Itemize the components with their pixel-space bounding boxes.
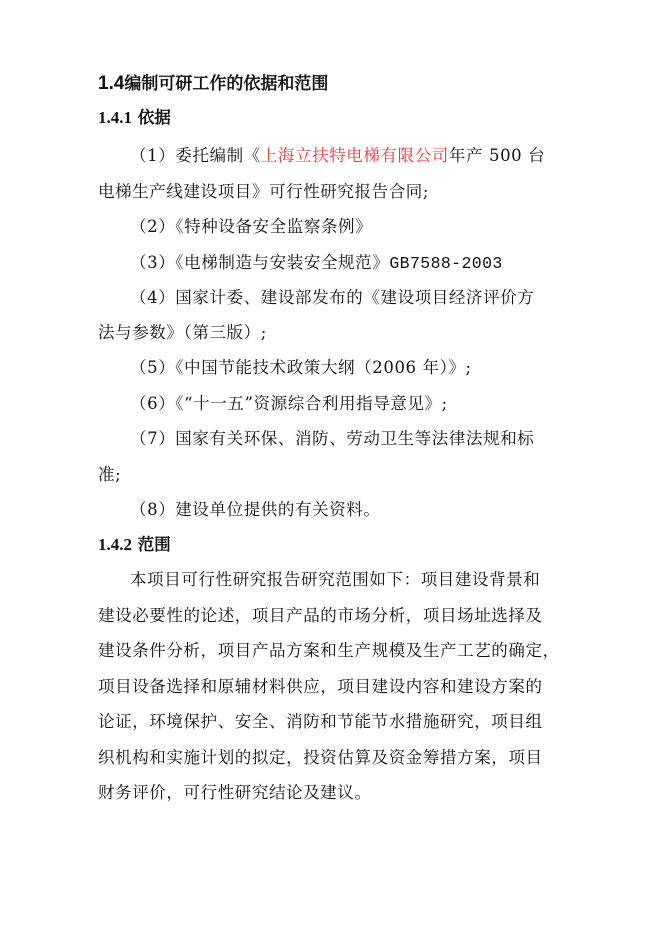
basis-item-7: （7）国家有关环保、消防、劳动卫生等法律法规和标: [130, 429, 535, 448]
basis-item-4-cont: 法与参数》（第三版）;: [98, 323, 267, 342]
section-heading: [98, 74, 328, 94]
basis-item-1-cont: 电梯生产线建设项目》可行性研究报告合同;: [98, 182, 430, 201]
basis-item-2: （2）《特种设备安全监察条例》: [130, 217, 373, 236]
basis-title: 依据: [137, 108, 171, 127]
basis-item-8: （8）建设单位提供的有关资料。: [130, 500, 381, 519]
basis-heading: [98, 108, 171, 128]
basis-item-3-text: （3）《电梯制造与安装安全规范》: [130, 253, 390, 272]
scope-paragraph-line: 建设条件分析，项目产品方案和生产规模及生产工艺的确定，: [98, 641, 560, 660]
basis-item-3: [130, 253, 503, 274]
section-title: 编制可研工作的依据和范围: [124, 74, 329, 94]
basis-item-1: [130, 146, 545, 166]
scope-paragraph-line: 论证，环境保护、安全、消防和节能节水措施研究，项目组: [98, 712, 543, 731]
scope-paragraph-line: 本项目可行性研究报告研究范围如下：项目建设背景和: [130, 570, 541, 589]
basis-item-1-prefix: （1）委托编制《: [130, 146, 261, 165]
basis-item-1-suffix: 年产 500 台: [448, 146, 546, 165]
basis-item-4: （4）国家计委、建设部发布的《建设项目经济评价方: [130, 288, 535, 307]
section-number: 1.4: [98, 73, 125, 94]
scope-paragraph-line: 财务评价，可行性研究结论及建议。: [98, 783, 372, 802]
scope-paragraph-line: 项目设备选择和原辅材料供应，项目建设内容和建设方案的: [98, 677, 543, 696]
scope-heading: [98, 535, 171, 555]
standard-code: GB7588-2003: [389, 254, 503, 273]
basis-item-6: （6）《“十一五”资源综合利用指导意见》;: [130, 394, 448, 413]
basis-item-7-cont: 准;: [98, 465, 122, 484]
basis-item-5: （5）《中国节能技术政策大纲（2006 年）》;: [130, 358, 472, 377]
scope-title: 范围: [137, 535, 171, 554]
company-name: 上海立扶特电梯有限公司: [260, 146, 449, 165]
basis-number: 1.4.1: [98, 108, 132, 127]
scope-paragraph-line: 建设必要性的论述，项目产品的市场分析，项目场址选择及: [98, 606, 543, 625]
scope-number: 1.4.2: [98, 535, 132, 554]
scope-paragraph-line: 织机构和实施计划的拟定，投资估算及资金筹措方案，项目: [98, 748, 543, 767]
